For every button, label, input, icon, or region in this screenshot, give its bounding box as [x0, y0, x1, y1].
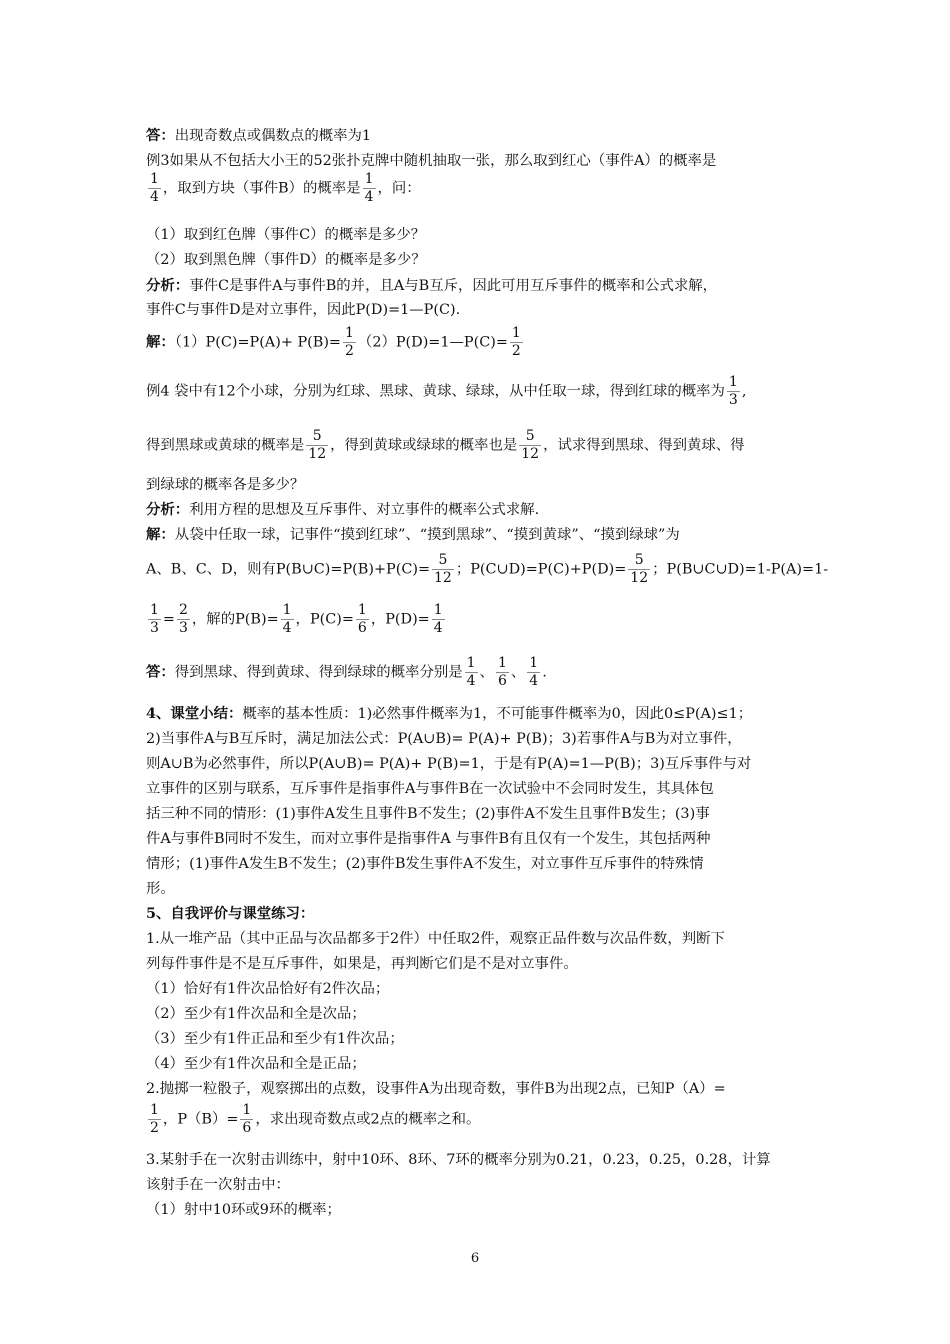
- example4-intro: 例4 袋中有12个小球，分别为红球、黑球、黄球、绿球，从中任取一球，得到红球的概率为 $\frac{1}{3}$ ,: [146, 374, 747, 408]
- summary-line-3: 则A∪B为必然事件，所以P(A∪B)= P(A)+ P(B)=1，于是有P(A)=1—P(B)；3)互斥事件与对: [146, 756, 752, 772]
- fraction: $\frac{5}{12}$: [630, 552, 649, 586]
- exercise2-line-2: [146, 1102, 480, 1137]
- exercise3-item-1: （1）射中10环或9环的概率；: [146, 1202, 341, 1218]
- fraction: $\frac{1}{4}$: [433, 602, 443, 636]
- exercise2-line-1: 2.抛掷一粒骰子，观察掷出的点数，设事件A为出现奇数，事件B为出现2点，已知P（A）=: [146, 1081, 726, 1097]
- solution-label: 解：: [146, 333, 175, 351]
- answer-line-1: [146, 126, 371, 146]
- exercise3-line-2: 该射手在一次射击中：: [146, 1177, 290, 1193]
- analysis-line-1: [146, 276, 717, 296]
- example3-intro: 例3如果从不包括大小王的52张扑克牌中随机抽取一张，那么取到红心（事件A）的概率是: [146, 153, 717, 169]
- line-text: 概率的基本性质：1)必然事件概率为1，不可能事件概率为0，因此0≤P(A)≤1；: [242, 706, 753, 722]
- summary-label: 4、课堂小结：: [146, 705, 243, 722]
- summary-line-5: 括三种不同的情形：(1)事件A发生且事件B不发生；(2)事件A不发生且事件B发生；(3)事: [146, 806, 710, 822]
- fraction: $\frac{1}{3}$: [150, 602, 159, 636]
- page-number: 6: [470, 1251, 480, 1266]
- fraction: $\frac{1}{2}$: [511, 325, 521, 359]
- summary-line-7: 情形；(1)事件A发生B不发生；(2)事件B发生事件A不发生，对立事件互斥事件的特殊情: [146, 856, 704, 872]
- solution2-line-1: [146, 525, 680, 545]
- line-text: 从袋中任取一球，记事件“摸到红球”、“摸到黑球”、“摸到黄球”、“摸到绿球”为: [174, 527, 680, 543]
- exercise1-item-3: （3）至少有1件正品和至少有1件次品；: [146, 1031, 404, 1047]
- analysis2-line: [146, 500, 539, 520]
- line-text: ，P（B）=: [162, 1111, 239, 1128]
- line-text: ，求出现奇数点或2点的概率之和。: [255, 1111, 481, 1128]
- example3-line-2: [146, 171, 421, 206]
- solution2-line-3: [146, 602, 447, 637]
- example3-question-1: （1）取到红色牌（事件C）的概率是多少？: [146, 227, 426, 243]
- line-text: 得到黑球或黄球的概率是: [146, 437, 305, 454]
- line-text: （1）P(C)=P(A)+ P(B)=: [174, 334, 341, 351]
- fraction: $\frac{1}{4}$: [150, 171, 159, 205]
- line-text: ，解的P(B)=: [191, 611, 279, 628]
- fraction: $\frac{1}{4}$: [364, 171, 374, 205]
- line-text: ，P(D)=: [370, 611, 430, 628]
- line-text: ，取到方块（事件B）的概率是: [162, 180, 361, 197]
- analysis-label: 分析：: [146, 277, 190, 294]
- summary-line-1: [146, 704, 752, 724]
- solution-label: 解：: [146, 526, 175, 543]
- line-text: ，P(C)=: [295, 611, 354, 628]
- answer-label: 答：: [146, 663, 175, 681]
- line-text: ，得到黄球或绿球的概率也是: [330, 437, 518, 454]
- fraction: $\frac{1}{6}$: [357, 602, 367, 636]
- period: .: [542, 664, 547, 681]
- fraction: $\frac{5}{12}$: [521, 428, 540, 462]
- separator: 、: [479, 664, 494, 681]
- section-label: 5、自我评价与课堂练习：: [146, 905, 315, 922]
- line-text: A、B、C、D，则有P(B∪C)=P(B)+P(C)=: [146, 561, 430, 578]
- line-text: 例4 袋中有12个小球，分别为红球、黑球、黄球、绿球，从中任取一球，得到红球的概率为: [146, 383, 725, 400]
- line-text: ，问：: [377, 180, 421, 197]
- answer-line-2: [146, 655, 547, 690]
- summary-line-2: 2)当事件A与B互斥时，满足加法公式：P(A∪B)= P(A)+ P(B)；3)若事件A与B为对立事件，: [146, 731, 742, 747]
- line-text: ，试求得到黑球、得到黄球、得: [543, 437, 745, 454]
- summary-line-8: 形。: [146, 881, 175, 897]
- line-text: ；P(C∪D)=P(C)+P(D)=: [455, 561, 627, 578]
- fraction: $\frac{5}{12}$: [434, 552, 452, 586]
- fraction: $\frac{1}{2}$: [150, 1102, 159, 1136]
- fraction: $\frac{1}{2}$: [345, 325, 354, 359]
- line-text: （2）P(D)=1—P(C)=: [357, 334, 508, 351]
- example4-line-2: [146, 428, 745, 463]
- solution-line: [146, 325, 525, 360]
- exercise1-item-4: （4）至少有1件次品和全是正品；: [146, 1056, 366, 1072]
- exercise1-line-1: 1.从一堆产品（其中正品与次品都多于2件）中任取2件，观察正品件数与次品件数，判断下: [146, 931, 725, 947]
- line-text: 出现奇数点或偶数点的概率为1: [174, 128, 372, 144]
- analysis-label: 分析：: [146, 501, 190, 518]
- fraction: $\frac{5}{12}$: [308, 428, 327, 462]
- exercise3-line-1: 3.某射手在一次射击训练中，射中10环、8环、7环的概率分别为0.21，0.23，0.25，0.28，计算: [146, 1152, 771, 1168]
- fraction: $\frac{1}{6}$: [497, 655, 507, 689]
- line-text: ；P(B∪C∪D)=1-P(A)=1-: [652, 561, 829, 578]
- line-text: 得到黑球、得到黄球、得到绿球的概率分别是: [174, 664, 463, 681]
- example3-question-2: （2）取到黑色牌（事件D）的概率是多少？: [146, 252, 426, 268]
- exercise1-line-2: 列每件事件是不是互斥事件，如果是，再判断它们是不是对立事件。: [146, 956, 578, 972]
- exercise1-item-2: （2）至少有1件次品和全是次品；: [146, 1006, 366, 1022]
- summary-line-4: 立事件的区别与联系，互斥事件是指事件A与事件B在一次试验中不会同时发生，其具体包: [146, 781, 714, 797]
- fraction: $\frac{1}{4}$: [529, 655, 539, 689]
- fraction: $\frac{1}{4}$: [282, 602, 292, 636]
- fraction: $\frac{1}{6}$: [242, 1102, 252, 1136]
- fraction: $\frac{1}{3}$: [728, 374, 738, 408]
- line-text: 事件C是事件A与事件B的并，且A与B互斥，因此可用互斥事件的概率和公式求解，: [189, 278, 718, 294]
- analysis-line-2: 事件C与事件D是对立事件，因此P(D)=1—P(C).: [146, 302, 461, 318]
- fraction: $\frac{1}{4}$: [466, 655, 476, 689]
- exercise1-item-1: （1）恰好有1件次品恰好有2件次品；: [146, 981, 390, 997]
- solution2-line-2: [146, 552, 828, 587]
- section-heading: [146, 904, 314, 924]
- separator: 、: [510, 664, 526, 681]
- summary-line-6: 件A与事件B同时不发生，而对立事件是指事件A 与事件B有且仅有一个发生，其包括两种: [146, 831, 711, 847]
- fraction: $\frac{2}{3}$: [178, 602, 188, 636]
- line-text: 利用方程的思想及互斥事件、对立事件的概率公式求解.: [189, 502, 540, 518]
- line-text: =: [162, 611, 175, 628]
- answer-label: 答：: [146, 127, 175, 144]
- example4-line-3: 到绿球的概率各是多少？: [146, 477, 305, 493]
